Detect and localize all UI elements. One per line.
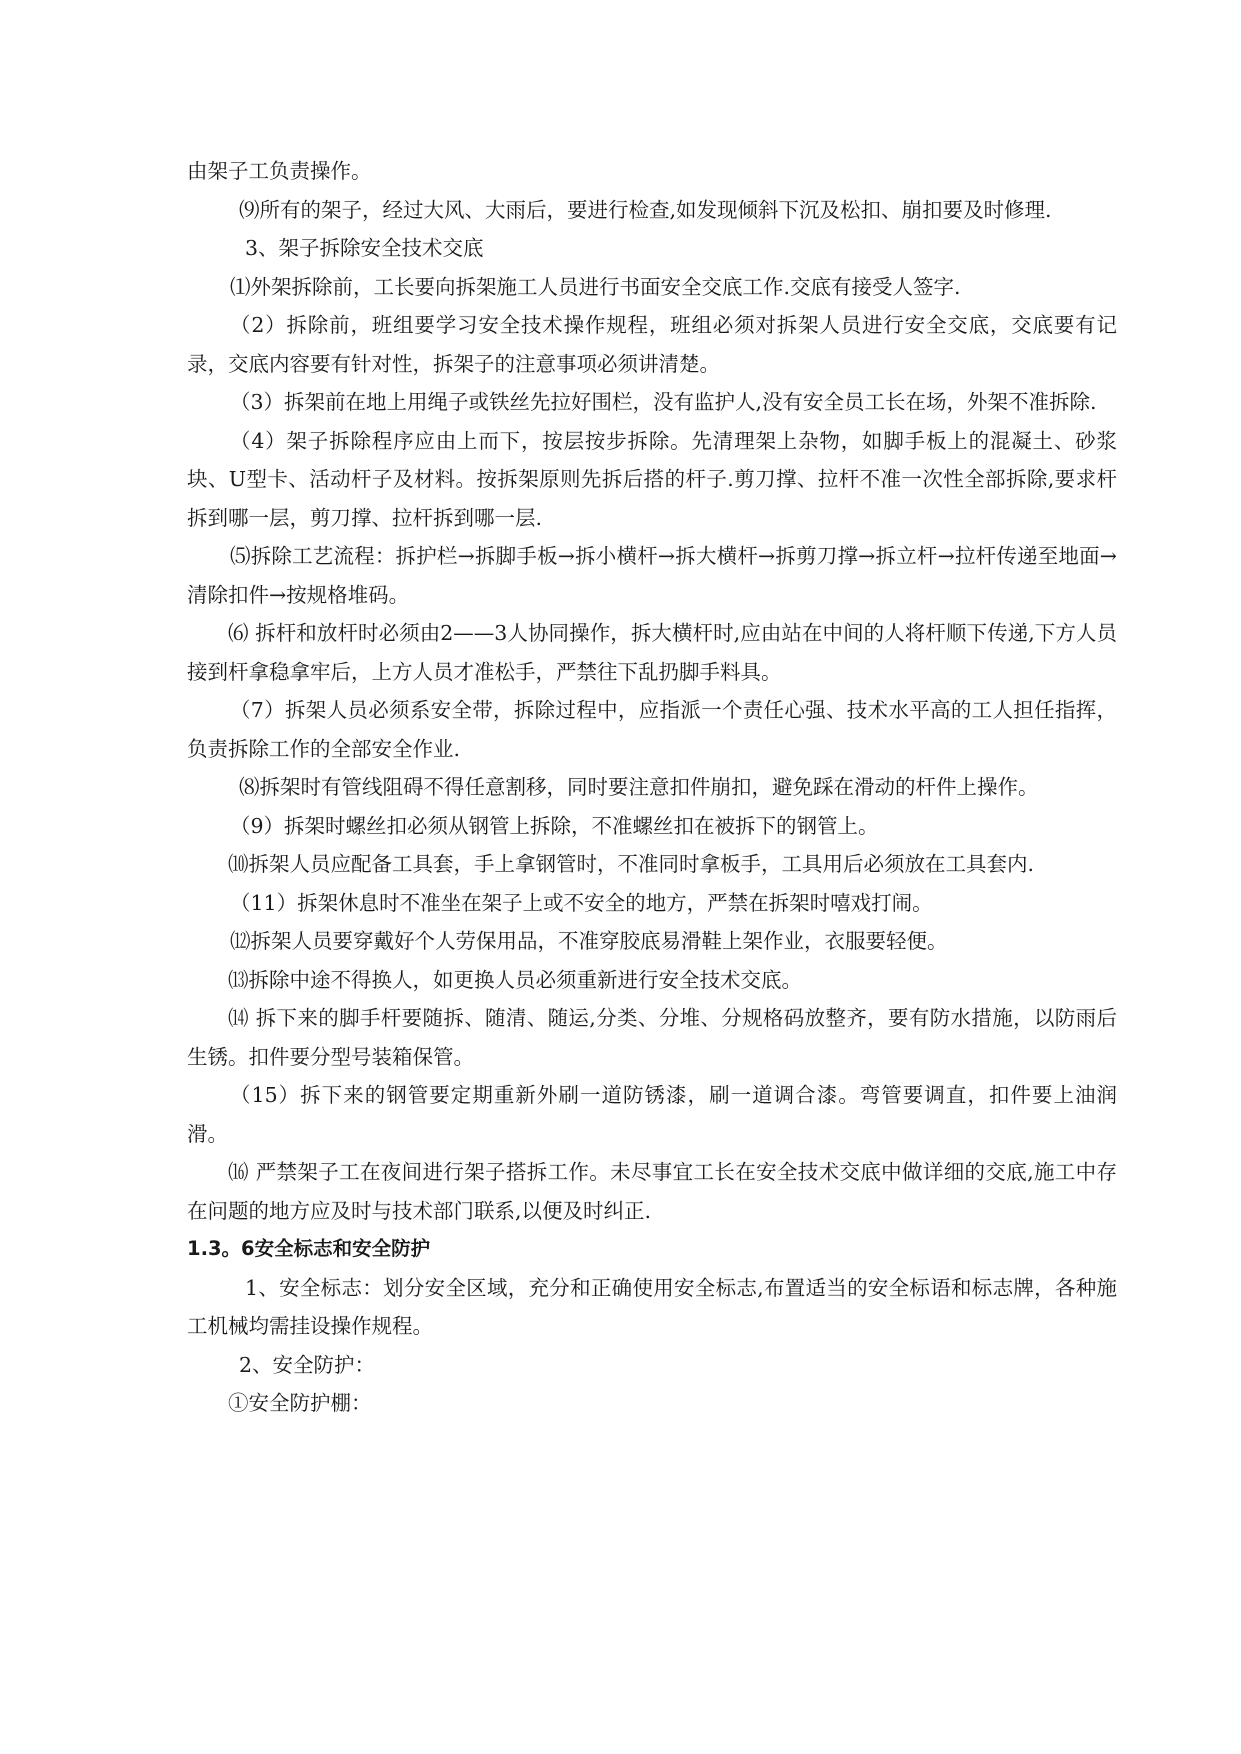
paragraph-safety-signs: 1、安全标志：划分安全区域，充分和正确使用安全标志,布置适当的安全标语和标志牌，各种施工机械均需挂设操作规程。 (187, 1275, 1117, 1338)
paragraph-item-4: （4）架子拆除程序应由上而下，按层按步拆除。先清理架上杂物，如脚手板上的混凝土、砂浆块、U型卡、活动杆子及材料。按拆架原则先拆后搭的杆子.剪刀撑、拉杆不准一次性全部拆除,要求杆拆到哪一层，剪刀撑、拉杆拆到哪一层. (187, 428, 1117, 530)
section-heading: 1.3。6安全标志和安全防护 (187, 1237, 431, 1260)
paragraph-item-3: （3）拆架前在地上用绳子或铁丝先拉好围栏，没有监护人,没有安全员工长在场，外架不准拆除. (230, 390, 1097, 414)
paragraph-item-11: （11）拆架休息时不准坐在架子上或不安全的地方，严禁在拆架时嘻戏打闹。 (230, 890, 933, 915)
paragraph-item-12: ⑿拆架人员要穿戴好个人劳保用品，不准穿胶底易滑鞋上架作业，衣服要轻便。 (230, 929, 948, 953)
paragraph-item-10: ⑽拆架人员应配备工具套，手上拿钢管时，不准同时拿板手，工具用后必须放在工具套内. (228, 852, 1035, 876)
paragraph-item-1: ⑴外架拆除前，工长要向拆架施工人员进行书面安全交底工作.交底有接受人签字. (230, 274, 961, 299)
paragraph-item-2: （2）拆除前，班组要学习安全技术操作规程，班组必须对拆架人员进行安全交底，交底要有记录，交底内容要有针对性，拆架子的注意事项必须讲清楚。 (187, 313, 1117, 376)
paragraph-item-14: ⒁ 拆下来的脚手杆要随拆、随清、随运,分类、分堆、分规格码放整齐，要有防水措施，以防雨后生锈。扣件要分型号装箱保管。 (187, 1006, 1117, 1069)
paragraph-item-5: ⑸拆除工艺流程：拆护栏→拆脚手板→拆小横杆→拆大横杆→拆剪刀撑→拆立杆→拉杆传递至地面→清除扣件→按规格堆码。 (187, 544, 1117, 607)
paragraph-item-16: ⒃ 严禁架子工在夜间进行架子搭拆工作。未尽事宜工长在安全技术交底中做详细的交底,施工中存在问题的地方应及时与技术部门联系,以便及时纠正. (187, 1160, 1117, 1223)
paragraph-item-6: ⑹ 拆杆和放杆时必须由2——3人协同操作，拆大横杆时,应由站在中间的人将杆顺下传递,下方人员接到杆拿稳拿牢后，上方人员才准松手，严禁往下乱扔脚手料具。 (187, 621, 1117, 684)
paragraph-item-15: （15）拆下来的钢管要定期重新外刷一道防锈漆，刷一道调合漆。弯管要调直，扣件要上油润滑。 (187, 1083, 1117, 1146)
paragraph-protective-shed: ①安全防护棚： (228, 1391, 372, 1415)
paragraph-item-9b: （9）拆架时螺丝扣必须从钢管上拆除，不准螺丝扣在被拆下的钢管上。 (230, 813, 879, 838)
paragraph-subheading-3: 3、架子拆除安全技术交底 (245, 236, 484, 260)
paragraph-continuation: 由架子工负责操作。 (187, 159, 372, 183)
paragraph-item-8: ⑻拆架时有管线阻碍不得任意割移，同时要注意扣件崩扣，避免踩在滑动的杆件上操作。 (239, 775, 1039, 799)
paragraph-safety-protection: 2、安全防护： (239, 1352, 376, 1377)
paragraph-item-7: （7）拆架人员必须系安全带，拆除过程中，应指派一个责任心强、技术水平高的工人担任指挥，负责拆除工作的全部安全作业. (187, 698, 1117, 761)
document-body (187, 152, 1117, 1423)
paragraph-item-13: ⒀拆除中途不得换人，如更换人员必须重新进行安全技术交底。 (228, 967, 802, 992)
paragraph-item-9: ⑼所有的架子，经过大风、大雨后，要进行检查,如发现倾斜下沉及松扣、崩扣要及时修理. (239, 197, 1052, 222)
